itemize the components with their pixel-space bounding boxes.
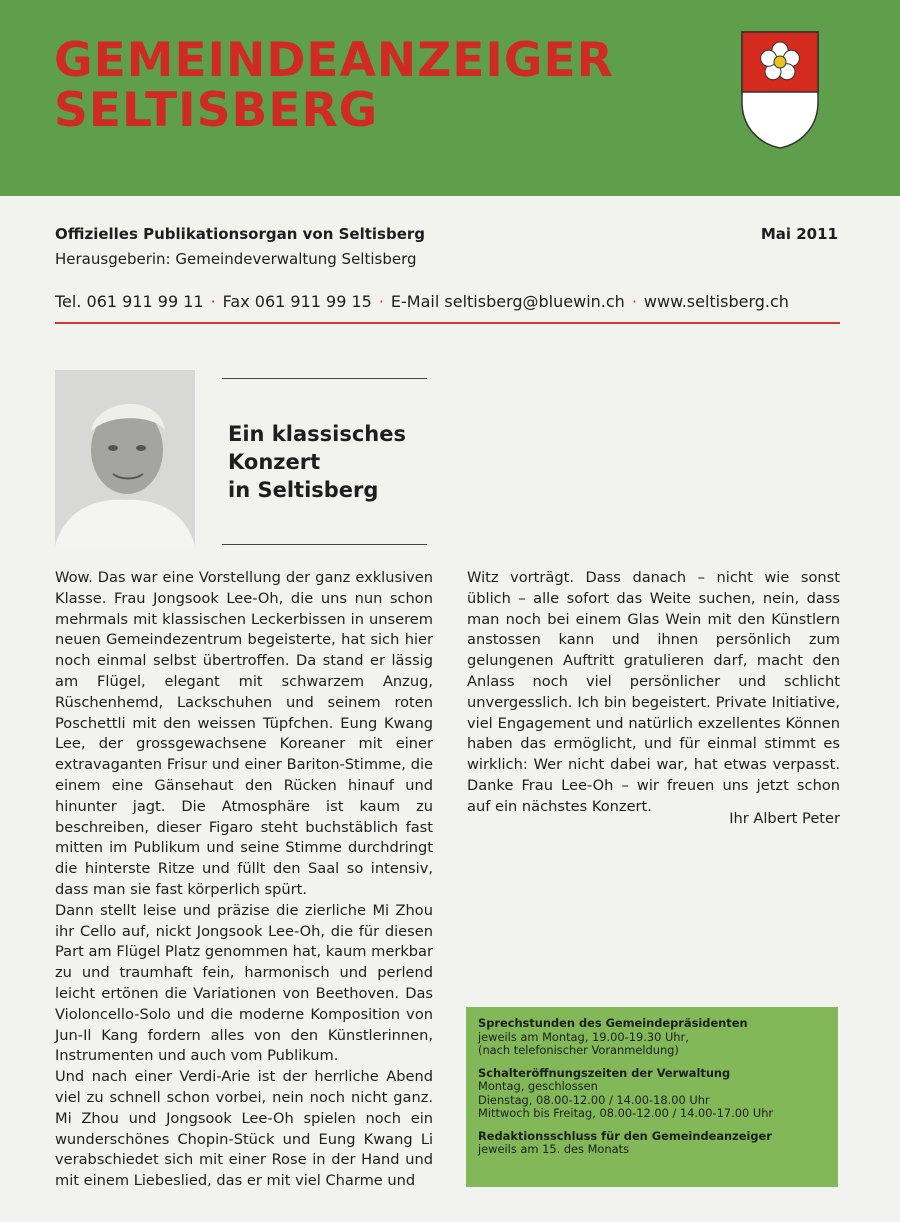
section-heading: Redaktionsschluss für den Gemeindeanzeiger [478, 1128, 772, 1143]
author-signature: Ihr Albert Peter [729, 810, 840, 827]
office-hours-box [466, 1007, 838, 1187]
article-paragraph: Wow. Das war eine Vorstellung der ganz exklusiven Klasse. Frau Jongsook Lee-Oh, die uns nun schon mehrmals mit klassischen Leckerbissen in unserem neuen Gemeindezentrum begeisterte, hat sich hier noch einmal selbst übertroffen. Da stand er lässig am Flügel, elegant mit schwarzem Anzug, Rüschenhemd, Lackschuhen und seinem roten Poschettli mit den weissen Tüpfchen. Eung Kwang Lee, der grossgewachsene Koreaner mit einer extravaganten Frisur und einer Bariton-Stimme, die einem eine Gänsehaut den Rücken hinauf und hinunter jagt. Die Atmosphäre ist kaum zu beschreiben, dieser Figaro steht buchstäblich fast mitten im Publikum und seine Stimme durchdringt die hinterste Ritze und füllt den Saal so intensiv, dass man sie fast körperlich spürt. [55, 569, 433, 898]
mayor-hours-section [478, 1017, 826, 1058]
headline-line-2: Konzert [228, 450, 321, 474]
website-link[interactable]: www.seltisberg.ch [643, 292, 789, 311]
headline-line-3: in Seltisberg [228, 478, 379, 502]
phone-number: Tel. 061 911 99 11 [55, 292, 204, 311]
contact-line [55, 292, 840, 311]
article-paragraph: Und nach einer Verdi-Arie ist der herrliche Abend viel zu schnell schon vorbei, nein noch nicht ganz. Mi Zhou und Jongsook Lee-Oh spielen noch ein wunderschönes Chopin-Stück und Eung Kwang Li verabschiedet sich mit einer Rose in der Hand und mit einem Liebeslied, das er mit viel Charme und [55, 1068, 433, 1190]
deadline-section [478, 1130, 826, 1157]
section-heading: Sprechstunden des Gemeindepräsidenten [478, 1016, 748, 1030]
publication-subtitle: Offizielles Publikationsorgan von Seltisberg [55, 225, 425, 243]
section-heading: Schalteröffnungszeiten der Verwaltung [478, 1065, 731, 1080]
article-headline [228, 420, 406, 504]
headline-line-1: Ein klassisches [228, 422, 406, 446]
title-line-1: GEMEINDEANZEIGER [54, 33, 614, 88]
separator-dot: · [631, 292, 637, 311]
office-hours-section [478, 1067, 826, 1121]
article-column-left [55, 568, 433, 1192]
article-column-right [467, 568, 840, 818]
section-line: (nach telefonischer Voranmeldung) [478, 1043, 679, 1057]
coat-of-arms-icon [740, 30, 820, 150]
section-line: Montag, geschlossen [478, 1079, 598, 1093]
publisher-line: Herausgeberin: Gemeindeverwaltung Seltisberg [55, 250, 417, 268]
article-paragraph: Dann stellt leise und präzise die zierliche Mi Zhou ihr Cello auf, nickt Jongsook Lee-Oh, die für diesen Part am Flügel Platz genommen hat, kaum merkbar zu und traumhaft fein, harmonisch und perlend leicht ertönen die Variationen von Beethoven. Das Violoncello-Solo und die moderne Komposition von Jun-Il Kang fordern alles von den Künstlerinnen, Instrumenten und auch vom Publikum. [55, 901, 433, 1065]
header-divider [55, 322, 840, 324]
headline-rule-bottom [222, 544, 427, 545]
article-paragraph: Witz vorträgt. Dass danach – nicht wie sonst üblich – alle sofort das Weite suchen, nein, dass man noch bei einem Glas Wein mit den Künstlern anstossen kann und ihnen persönlich zum gelungenen Auftritt gratulieren darf, macht den Anlass noch viel persönlicher und schlicht unvergesslich. Ich bin begeistert. Private Initiative, viel Engagement und natürlich exzellentes Können haben das ermöglicht, und für einmal stimmt es wirklich: Wer nicht dabei war, hat etwas verpasst. Danke Frau Lee-Oh – wir freuen uns jetzt schon auf ein nächstes Konzert. [467, 569, 840, 815]
section-line: Dienstag, 08.00-12.00 / 14.00-18.00 Uhr [478, 1092, 710, 1107]
masthead [0, 0, 900, 196]
email-address: E-Mail seltisberg@bluewin.ch [390, 292, 625, 311]
headline-rule-top [222, 378, 427, 379]
fax-number: Fax 061 911 99 15 [222, 292, 372, 311]
portrait-illustration [55, 370, 195, 546]
title-line-2: SELTISBERG [54, 83, 379, 138]
separator-dot: · [210, 292, 216, 311]
page-title [54, 33, 614, 138]
author-photo [55, 370, 195, 546]
issue-date: Mai 2011 [760, 225, 838, 243]
section-line: jeweils am 15. des Monats [478, 1142, 630, 1156]
section-line: Mittwoch bis Freitag, 08.00-12.00 / 14.00-17.00 Uhr [478, 1106, 774, 1120]
separator-dot: · [378, 292, 384, 311]
section-line: jeweils am Montag, 19.00-19.30 Uhr, [478, 1029, 689, 1044]
